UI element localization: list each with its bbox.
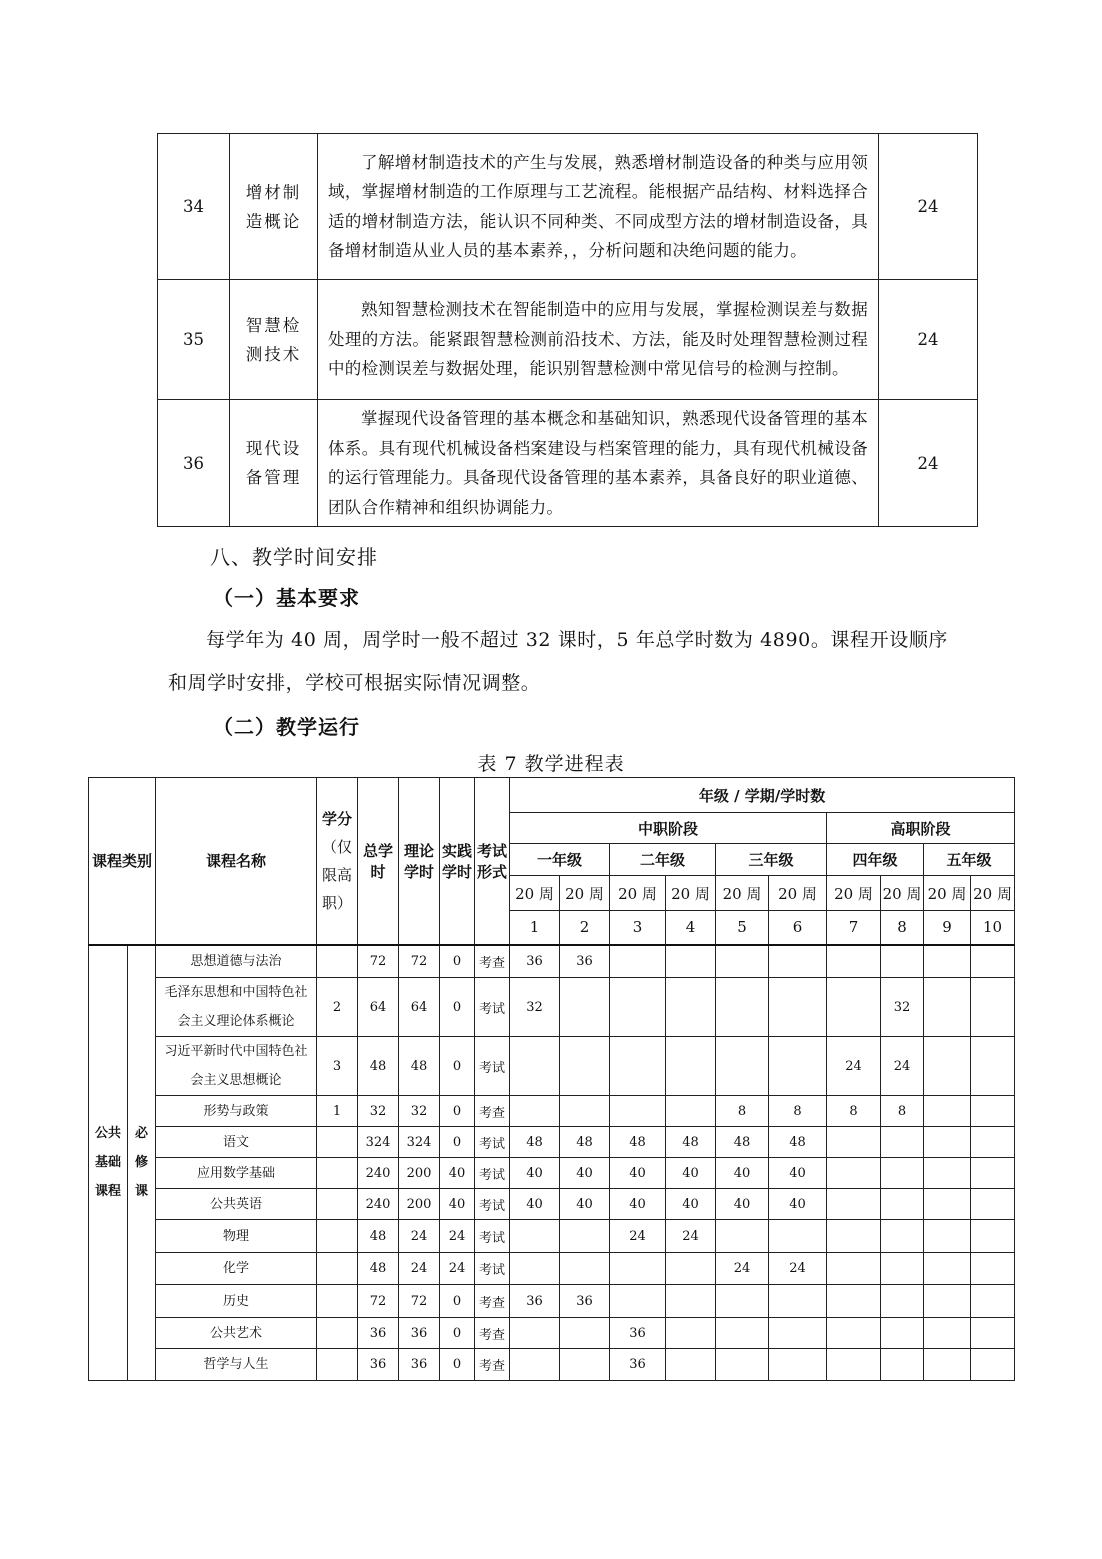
cell-semester-hours [827, 1189, 881, 1220]
cell-semester-hours [610, 945, 666, 978]
cell-semester-hours [924, 1220, 971, 1253]
cell-semester-hours: 40 [610, 1189, 666, 1220]
cell-semester-hours [924, 1285, 971, 1318]
table-row [89, 1158, 1015, 1189]
cell-semester-hours [924, 1318, 971, 1349]
cell-semester-hours: 24 [881, 1037, 924, 1096]
course-description-table [157, 133, 978, 527]
course-number: 35 [158, 280, 230, 400]
cell-semester-hours: 24 [666, 1220, 716, 1253]
header-credit: 学分 （仅限高职） [317, 778, 358, 945]
cell-semester-hours [827, 1158, 881, 1189]
header-weeks: 20 周 [971, 876, 1015, 911]
cell-semester-hours [881, 1285, 924, 1318]
cell-semester-hours [924, 978, 971, 1037]
cell-semester-hours [971, 1349, 1015, 1381]
cell-semester-hours: 48 [560, 1127, 610, 1158]
table-row [89, 1189, 1015, 1220]
cell-semester-hours: 48 [510, 1127, 560, 1158]
cell-semester-hours: 8 [881, 1096, 924, 1127]
cell-total: 72 [358, 1285, 399, 1318]
cell-semester-hours [510, 1220, 560, 1253]
cell-semester-hours [560, 1318, 610, 1349]
cell-exam: 考试 [475, 1158, 510, 1189]
table-row [89, 1096, 1015, 1127]
cell-theory: 64 [399, 978, 440, 1037]
cell-semester-hours [924, 1158, 971, 1189]
cell-semester-hours: 24 [827, 1037, 881, 1096]
cell-semester-hours [716, 1349, 769, 1381]
cell-semester-hours: 8 [827, 1096, 881, 1127]
cell-semester-hours: 8 [716, 1096, 769, 1127]
cell-semester-hours [827, 1253, 881, 1285]
table-row [89, 1127, 1015, 1158]
cell-semester-hours: 48 [769, 1127, 827, 1158]
header-grade: 二年级 [610, 844, 716, 876]
course-name-cell: 思想道德与法治 [156, 945, 317, 978]
cell-practice: 0 [440, 1285, 475, 1318]
cell-practice: 0 [440, 1318, 475, 1349]
cell-semester-hours [971, 978, 1015, 1037]
cell-semester-hours: 40 [510, 1189, 560, 1220]
header-category: 课程类别 [89, 778, 156, 945]
cell-semester-hours [971, 1158, 1015, 1189]
cell-theory: 24 [399, 1253, 440, 1285]
header-semester-number: 1 [510, 911, 560, 945]
table-row [89, 1285, 1015, 1318]
cell-semester-hours [716, 1037, 769, 1096]
cell-credit [317, 945, 358, 978]
cell-practice: 40 [440, 1189, 475, 1220]
cell-theory: 72 [399, 1285, 440, 1318]
header-practice-hours: 实践学时 [440, 778, 475, 945]
course-name: 智慧检 测技术 [230, 280, 318, 400]
cell-practice: 24 [440, 1253, 475, 1285]
cell-credit: 1 [317, 1096, 358, 1127]
cell-credit [317, 1285, 358, 1318]
header-weeks: 20 周 [716, 876, 769, 911]
table-row [89, 1253, 1015, 1285]
cell-semester-hours [881, 1127, 924, 1158]
cell-semester-hours [971, 1189, 1015, 1220]
cell-practice: 0 [440, 1349, 475, 1381]
cell-total: 48 [358, 1253, 399, 1285]
cell-semester-hours [666, 945, 716, 978]
cell-semester-hours [666, 1037, 716, 1096]
cell-practice: 0 [440, 978, 475, 1037]
cell-theory: 32 [399, 1096, 440, 1127]
cell-semester-hours: 8 [769, 1096, 827, 1127]
cell-semester-hours [560, 1253, 610, 1285]
table-caption: 表 7 教学进程表 [477, 753, 625, 775]
course-name-cell: 应用数学基础 [156, 1158, 317, 1189]
cell-exam: 考查 [475, 1349, 510, 1381]
cell-semester-hours [510, 1037, 560, 1096]
cell-semester-hours [971, 1220, 1015, 1253]
cell-total: 240 [358, 1158, 399, 1189]
cell-semester-hours [971, 945, 1015, 978]
cell-semester-hours [881, 1189, 924, 1220]
cell-semester-hours [881, 1318, 924, 1349]
cell-semester-hours [716, 978, 769, 1037]
cell-semester-hours: 32 [510, 978, 560, 1037]
cell-semester-hours [560, 1037, 610, 1096]
cell-semester-hours [666, 1096, 716, 1127]
header-weeks: 20 周 [769, 876, 827, 911]
cell-semester-hours [666, 1253, 716, 1285]
cell-semester-hours: 36 [610, 1349, 666, 1381]
cell-semester-hours: 24 [769, 1253, 827, 1285]
teaching-schedule-table [88, 777, 1015, 1381]
cell-semester-hours [560, 1349, 610, 1381]
cell-semester-hours [827, 1285, 881, 1318]
cell-semester-hours [510, 1318, 560, 1349]
header-semester-number: 2 [560, 911, 610, 945]
cell-semester-hours [924, 945, 971, 978]
cell-semester-hours [924, 1096, 971, 1127]
cell-practice: 24 [440, 1220, 475, 1253]
header-weeks: 20 周 [881, 876, 924, 911]
cell-semester-hours: 48 [610, 1127, 666, 1158]
cell-total: 36 [358, 1349, 399, 1381]
cell-semester-hours [971, 1127, 1015, 1158]
basic-requirements-paragraph: 每学年为 40 周，周学时一般不超过 32 课时，5 年总学时数为 4890。课程开设顺序和周学时安排，学校可根据实际情况调整。 [168, 629, 949, 694]
cell-semester-hours [610, 1096, 666, 1127]
cell-semester-hours: 36 [560, 1285, 610, 1318]
cell-semester-hours: 40 [510, 1158, 560, 1189]
header-semester-number: 4 [666, 911, 716, 945]
cell-semester-hours: 40 [560, 1158, 610, 1189]
cell-semester-hours [881, 945, 924, 978]
cell-theory: 24 [399, 1220, 440, 1253]
header-weeks: 20 周 [666, 876, 716, 911]
cell-semester-hours: 24 [716, 1253, 769, 1285]
cell-semester-hours [716, 1285, 769, 1318]
cell-semester-hours [610, 1285, 666, 1318]
cell-semester-hours: 48 [716, 1127, 769, 1158]
cell-semester-hours [510, 1096, 560, 1127]
cell-exam: 考试 [475, 1189, 510, 1220]
cell-semester-hours [971, 1285, 1015, 1318]
cell-semester-hours: 36 [560, 945, 610, 978]
cell-practice: 40 [440, 1158, 475, 1189]
header-total-hours: 总学时 [358, 778, 399, 945]
cell-total: 32 [358, 1096, 399, 1127]
cell-semester-hours [560, 978, 610, 1037]
cell-exam: 考查 [475, 1285, 510, 1318]
header-exam-form: 考试形式 [475, 778, 510, 945]
cell-semester-hours [716, 1220, 769, 1253]
cell-semester-hours [827, 945, 881, 978]
cell-semester-hours [769, 1349, 827, 1381]
cell-semester-hours [827, 1127, 881, 1158]
course-name-cell: 毛泽东思想和中国特色社 会主义理论体系概论 [156, 978, 317, 1037]
header-weeks: 20 周 [924, 876, 971, 911]
course-name-cell: 习近平新时代中国特色社 会主义思想概论 [156, 1037, 317, 1096]
course-name-cell: 语文 [156, 1127, 317, 1158]
cell-semester-hours: 40 [666, 1189, 716, 1220]
header-semester-number: 9 [924, 911, 971, 945]
cell-semester-hours [666, 1318, 716, 1349]
header-grade: 五年级 [924, 844, 1015, 876]
course-name-cell: 哲学与人生 [156, 1349, 317, 1381]
cell-credit [317, 1318, 358, 1349]
cell-exam: 考查 [475, 1318, 510, 1349]
course-name: 现代设 备管理 [230, 400, 318, 527]
cell-credit [317, 1189, 358, 1220]
course-description: 掌握现代设备管理的基本概念和基础知识，熟悉现代设备管理的基本体系。具有现代机械设备档案建设与档案管理的能力，具有现代机械设备的运行管理能力。具备现代设备管理的基本素养，具备良好的职业道德、团队合作精神和组织协调能力。 [318, 400, 879, 527]
cell-theory: 36 [399, 1318, 440, 1349]
cell-semester-hours [924, 1037, 971, 1096]
course-row-35 [158, 280, 978, 400]
cell-semester-hours: 32 [881, 978, 924, 1037]
cell-credit [317, 1158, 358, 1189]
cell-semester-hours [971, 1037, 1015, 1096]
cell-semester-hours: 40 [716, 1189, 769, 1220]
cell-semester-hours: 36 [610, 1318, 666, 1349]
cell-semester-hours: 40 [560, 1189, 610, 1220]
cell-semester-hours [881, 1220, 924, 1253]
header-grade-semester: 年级 / 学期/学时数 [510, 778, 1015, 813]
cell-credit [317, 1220, 358, 1253]
subsection-heading-teaching-operation: （二）教学运行 [213, 715, 360, 739]
cell-exam: 考试 [475, 1220, 510, 1253]
course-name-cell: 形势与政策 [156, 1096, 317, 1127]
cell-total: 72 [358, 945, 399, 978]
cell-semester-hours [610, 1037, 666, 1096]
course-name-cell: 物理 [156, 1220, 317, 1253]
cell-credit: 2 [317, 978, 358, 1037]
header-weeks: 20 周 [510, 876, 560, 911]
cell-semester-hours [971, 1096, 1015, 1127]
header-semester-number: 3 [610, 911, 666, 945]
subsection-heading-basic-requirements: （一）基本要求 [213, 586, 360, 610]
cell-theory: 72 [399, 945, 440, 978]
cell-exam: 考试 [475, 1127, 510, 1158]
cell-practice: 0 [440, 945, 475, 978]
cell-semester-hours [510, 1349, 560, 1381]
section-heading: 八、教学时间安排 [210, 545, 378, 569]
course-row-34 [158, 134, 978, 280]
cell-semester-hours [881, 1253, 924, 1285]
cell-theory: 200 [399, 1189, 440, 1220]
cell-semester-hours [827, 978, 881, 1037]
cell-exam: 考试 [475, 978, 510, 1037]
table-row [89, 1037, 1015, 1096]
cell-semester-hours [769, 1318, 827, 1349]
cell-semester-hours: 40 [769, 1189, 827, 1220]
table-row [89, 945, 1015, 978]
cell-semester-hours [666, 978, 716, 1037]
cell-semester-hours [666, 1285, 716, 1318]
schedule-header [89, 778, 1015, 945]
cell-total: 64 [358, 978, 399, 1037]
cell-practice: 0 [440, 1127, 475, 1158]
cell-semester-hours [924, 1127, 971, 1158]
header-semester-number: 7 [827, 911, 881, 945]
course-description: 熟知智慧检测技术在智能制造中的应用与发展，掌握检测误差与数据处理的方法。能紧跟智慧检测前沿技术、方法，能及时处理智慧检测过程中的检测误差与数据处理，能识别智慧检测中常见信号的检测与控制。 [318, 280, 879, 400]
cell-total: 48 [358, 1037, 399, 1096]
course-description: 了解增材制造技术的产生与发展，熟悉增材制造设备的种类与应用领域，掌握增材制造的工作原理与工艺流程。能根据产品结构、材料选择合适的增材制造方法，能认识不同种类、不同成型方法的增材制造设备，具备增材制造从业人员的基本素养，，分析问题和决绝问题的能力。 [318, 134, 879, 280]
cell-practice: 0 [440, 1037, 475, 1096]
course-name-cell: 公共艺术 [156, 1318, 317, 1349]
cell-semester-hours [924, 1189, 971, 1220]
cell-theory: 200 [399, 1158, 440, 1189]
cell-theory: 48 [399, 1037, 440, 1096]
course-name-cell: 公共英语 [156, 1189, 317, 1220]
cell-semester-hours [666, 1349, 716, 1381]
course-row-36 [158, 400, 978, 527]
table-row [89, 1220, 1015, 1253]
cell-total: 36 [358, 1318, 399, 1349]
cell-semester-hours: 40 [769, 1158, 827, 1189]
header-semester-number: 6 [769, 911, 827, 945]
header-semester-number: 10 [971, 911, 1015, 945]
cell-total: 240 [358, 1189, 399, 1220]
cell-semester-hours [827, 1318, 881, 1349]
category-compulsory: 必 修 课 [128, 945, 156, 1381]
schedule-body [89, 945, 1015, 1381]
course-name-cell: 化学 [156, 1253, 317, 1285]
cell-semester-hours: 40 [716, 1158, 769, 1189]
header-theory-hours: 理论学时 [399, 778, 440, 945]
cell-semester-hours [716, 1318, 769, 1349]
header-semester-number: 5 [716, 911, 769, 945]
header-grade: 一年级 [510, 844, 610, 876]
cell-semester-hours [769, 978, 827, 1037]
cell-semester-hours: 36 [510, 945, 560, 978]
header-weeks: 20 周 [827, 876, 881, 911]
cell-total: 48 [358, 1220, 399, 1253]
cell-semester-hours [881, 1349, 924, 1381]
cell-semester-hours [610, 978, 666, 1037]
course-hours: 24 [879, 400, 978, 527]
header-secondary-stage: 中职阶段 [510, 813, 827, 844]
cell-credit: 3 [317, 1037, 358, 1096]
cell-theory: 324 [399, 1127, 440, 1158]
course-number: 36 [158, 400, 230, 527]
cell-semester-hours: 24 [610, 1220, 666, 1253]
table-row [89, 978, 1015, 1037]
cell-semester-hours: 48 [666, 1127, 716, 1158]
cell-semester-hours [924, 1349, 971, 1381]
course-number: 34 [158, 134, 230, 280]
cell-semester-hours [716, 945, 769, 978]
cell-credit [317, 1127, 358, 1158]
cell-semester-hours [510, 1253, 560, 1285]
cell-practice: 0 [440, 1096, 475, 1127]
course-name-cell: 历史 [156, 1285, 317, 1318]
header-weeks: 20 周 [610, 876, 666, 911]
table-row [89, 1318, 1015, 1349]
cell-semester-hours [971, 1318, 1015, 1349]
cell-semester-hours: 36 [510, 1285, 560, 1318]
cell-total: 324 [358, 1127, 399, 1158]
cell-theory: 36 [399, 1349, 440, 1381]
cell-credit [317, 1349, 358, 1381]
header-semester-number: 8 [881, 911, 924, 945]
cell-semester-hours [924, 1253, 971, 1285]
header-weeks: 20 周 [560, 876, 610, 911]
cell-semester-hours [827, 1349, 881, 1381]
cell-semester-hours [769, 945, 827, 978]
cell-semester-hours [769, 1037, 827, 1096]
table-row [89, 1349, 1015, 1381]
cell-semester-hours [971, 1253, 1015, 1285]
cell-semester-hours [560, 1220, 610, 1253]
header-grade: 四年级 [827, 844, 924, 876]
header-course-name: 课程名称 [156, 778, 317, 945]
cell-exam: 考试 [475, 1253, 510, 1285]
cell-semester-hours [560, 1096, 610, 1127]
cell-credit [317, 1253, 358, 1285]
category-public-basic-courses: 公共 基础 课程 [89, 945, 128, 1381]
cell-exam: 考查 [475, 1096, 510, 1127]
cell-exam: 考查 [475, 945, 510, 978]
cell-semester-hours: 40 [610, 1158, 666, 1189]
header-grade: 三年级 [716, 844, 827, 876]
cell-semester-hours [881, 1158, 924, 1189]
course-name: 增材制 造概论 [230, 134, 318, 280]
cell-semester-hours [610, 1253, 666, 1285]
cell-semester-hours [769, 1285, 827, 1318]
cell-semester-hours [827, 1220, 881, 1253]
cell-semester-hours [769, 1220, 827, 1253]
header-higher-stage: 高职阶段 [827, 813, 1015, 844]
cell-exam: 考试 [475, 1037, 510, 1096]
cell-semester-hours: 40 [666, 1158, 716, 1189]
course-hours: 24 [879, 134, 978, 280]
course-hours: 24 [879, 280, 978, 400]
